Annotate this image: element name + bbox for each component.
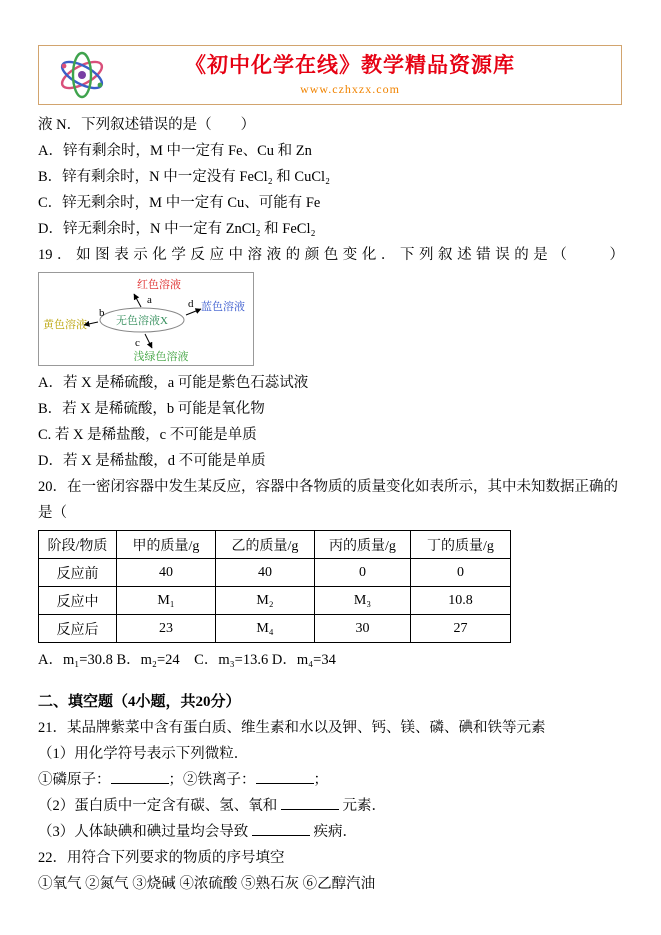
banner-url: www.czhxzx.com [300,82,400,96]
table-header-row [39,531,511,559]
q21-phosphorus-atom-label: ①磷原子： [38,772,111,788]
diagram-arrow-d-label: d [188,298,194,310]
table-cell: 40 [117,559,216,587]
diagram-lightgreen-solution-label: 浅绿色溶液 [133,351,189,363]
diagram-arrow-a [134,294,141,307]
table-cell: 0 [411,559,511,587]
table-header-cell: 丙的质量/g [315,531,411,559]
banner-text [125,53,621,97]
q18-option-b: B．锌有剩余时，N 中一定没有 FeCl₂ 和 CuCl₂ [38,169,331,185]
table-cell: M₄ [216,615,315,643]
table-header-cell: 阶段/物质 [39,531,117,559]
diagram-arrow-c [145,334,152,348]
q21-part2-text: （2）蛋白质中一定含有碳、氢、氧和 [38,798,281,814]
q19-stem: 19．如图表示化学反应中溶液的颜色变化．下列叙述错误的是（ ） [38,247,624,263]
q20-answer-options: A．m₁=30.8 B．m₂=24 C．m₃=13.6 D．m₄=34 [38,652,336,668]
table-cell: 反应后 [39,615,117,643]
q19-option-a: A．若 X 是稀硫酸，a 可能是紫色石蕊试液 [38,375,309,391]
table-row [39,587,511,615]
q19-option-c: C. 若 X 是稀盐酸，c 不可能是单质 [38,427,257,443]
q19-option-d: D．若 X 是稀盐酸，d 不可能是单质 [38,453,266,469]
q21-part2-end: 元素． [338,798,386,814]
exam-content [38,112,624,897]
table-cell: 30 [315,615,411,643]
table-cell: 0 [315,559,411,587]
q21-part1-blanks [38,767,624,793]
table-cell: 10.8 [411,587,511,615]
diagram-arrow-b-label: b [99,307,105,319]
table-row [39,615,511,643]
q19-diagram [38,272,254,366]
q22-stem: 22．用符合下列要求的物质的序号填空 [38,850,285,866]
section2-heading: 二、填空题（4小题，共20分） [38,694,241,710]
q21-part3-text: （3）人体缺碘和碘过量均会导致 [38,824,252,840]
table-cell: M₁ [117,587,216,615]
q21-blank-iron-ion [256,770,314,784]
table-header-cell: 甲的质量/g [117,531,216,559]
q20-mass-table [38,530,511,643]
q18-option-a: A．锌有剩余时，M 中一定有 Fe、Cu 和 Zn [38,143,312,159]
table-cell: 23 [117,615,216,643]
diagram-arrow-c-label: c [135,337,140,349]
q21-stem: 21．某品牌紫菜中含有蛋白质、维生素和水以及钾、钙、镁、磷、碘和铁等元素 [38,720,546,736]
diagram-yellow-solution-label: 黄色溶液 [43,319,87,331]
table-cell: 27 [411,615,511,643]
diagram-blue-solution-label: 蓝色溶液 [201,301,245,313]
atom-logo [39,47,125,103]
table-header-cell: 丁的质量/g [411,531,511,559]
q20-stem: 20．在一密闭容器中发生某反应，容器中各物质的质量变化如表所示，其中未知数据正确的是（ [38,479,618,521]
q18-option-d: D．锌无剩余时，N 中一定有 ZnCl₂ 和 FeCl₂ [38,221,316,237]
diagram-arrow-a-label: a [147,294,152,306]
q18-option-c: C．锌无剩余时，M 中一定有 Cu、可能有 Fe [38,195,321,211]
q21-blank-phosphorus [111,770,169,784]
table-header-cell: 乙的质量/g [216,531,315,559]
q21-part2 [38,793,624,819]
table-cell: M₂ [216,587,315,615]
solution-color-diagram [39,273,253,365]
table-cell: M₃ [315,587,411,615]
q22-substance-list: ①氧气 ②氮气 ③烧碱 ④浓硫酸 ⑤熟石灰 ⑥乙醇汽油 [38,876,376,892]
q21-blank-element [281,796,339,810]
q19-option-b: B．若 X 是稀硫酸，b 可能是氧化物 [38,401,265,417]
q21-iron-ion-label: ；②铁离子： [168,772,256,788]
table-cell: 40 [216,559,315,587]
q21-blank-disease [252,822,310,836]
atom-logo-graphic [55,48,109,102]
q21-part3-end: 疾病． [309,824,357,840]
q21-part3 [38,819,624,845]
site-banner [38,45,622,105]
q21-part1-end: ； [313,772,328,788]
table-cell: 反应前 [39,559,117,587]
table-cell: 反应中 [39,587,117,615]
q21-part1: （1）用化学符号表示下列微粒． [38,746,249,762]
diagram-red-solution-label: 红色溶液 [137,279,181,291]
diagram-colorless-solution-label: 无色溶液X [116,315,168,327]
banner-title: 《初中化学在线》教学精品资源库 [185,53,515,77]
table-row [39,559,511,587]
q18-stem: 液 N．下列叙述错误的是（ ） [38,117,256,133]
